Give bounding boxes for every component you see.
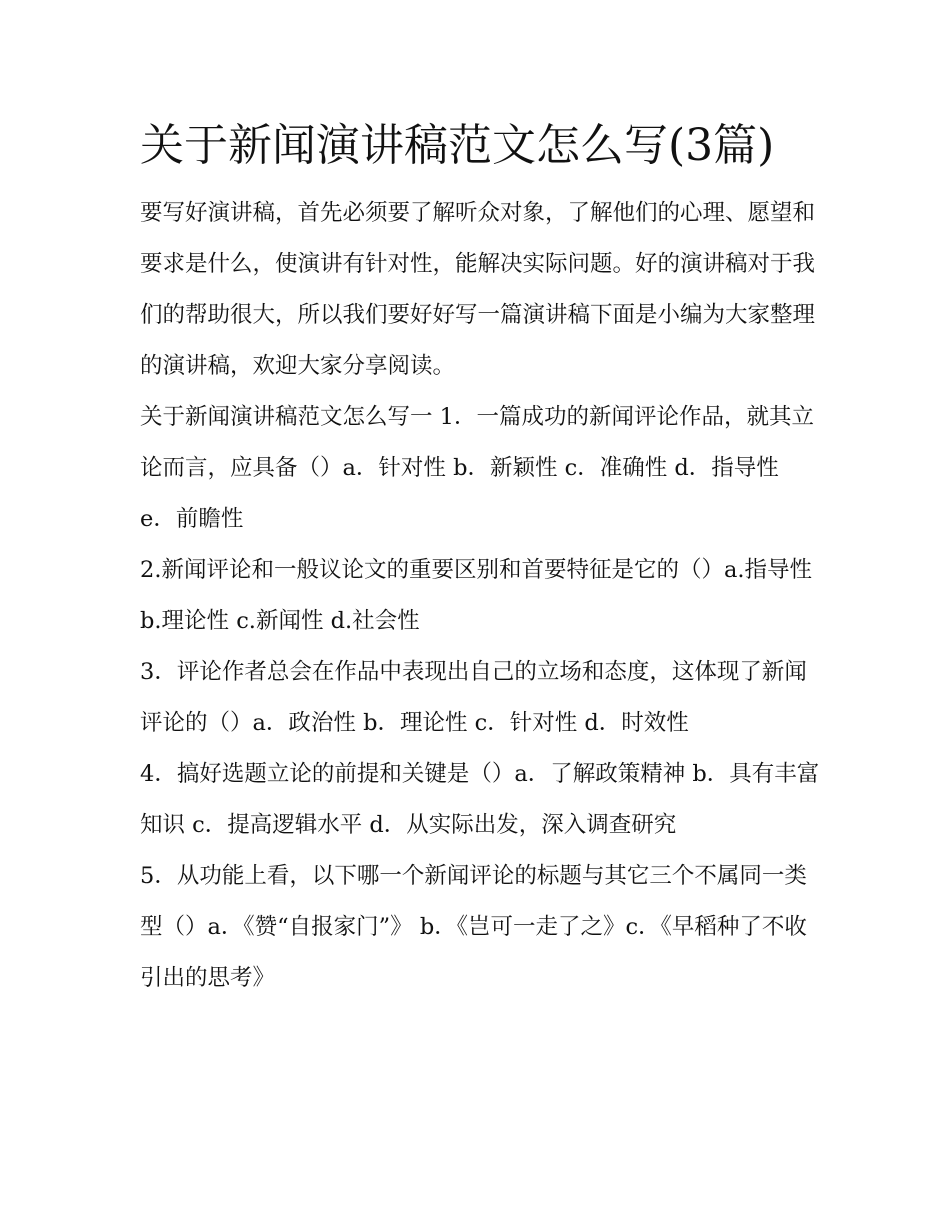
paragraph-question-2: 2.新闻评论和一般议论文的重要区别和首要特征是它的（）a.指导性 b.理论性 c.新闻性 d.社会性 — [140, 557, 813, 634]
paragraph-intro: 要写好演讲稿，首先必须要了解听众对象，了解他们的心理、愿望和要求是什么，使演讲有针对性，能解决实际问题。好的演讲稿对于我们的帮助很大，所以我们要好好写一篇演讲稿下面是小编为大家整理的演讲稿，欢迎大家分享阅读。 — [140, 200, 816, 379]
paragraph-question-1: 关于新闻演讲稿范文怎么写一 1．一篇成功的新闻评论作品，就其立论而言，应具备（）a．针对性 b．新颖性 c．准确性 d．指导性 e．前瞻性 — [140, 404, 814, 532]
paragraph-question-4: 4．搞好选题立论的前提和关键是（）a．了解政策精神 b．具有丰富知识 c．提高逻辑水平 d．从实际出发，深入调查研究 — [140, 761, 820, 838]
document-title: 关于新闻演讲稿范文怎么写(3篇) — [140, 120, 775, 171]
document-body — [140, 112, 820, 1004]
paragraph-question-3: 3．评论作者总会在作品中表现出自己的立场和态度，这体现了新闻评论的（）a．政治性 b．理论性 c．针对性 d．时效性 — [140, 659, 807, 736]
paragraph-question-5: 5．从功能上看，以下哪一个新闻评论的标题与其它三个不属同一类型（）a．《赞“自报家门”》 b．《岂可一走了之》c．《早稻种了不收引出的思考》 — [140, 863, 807, 991]
